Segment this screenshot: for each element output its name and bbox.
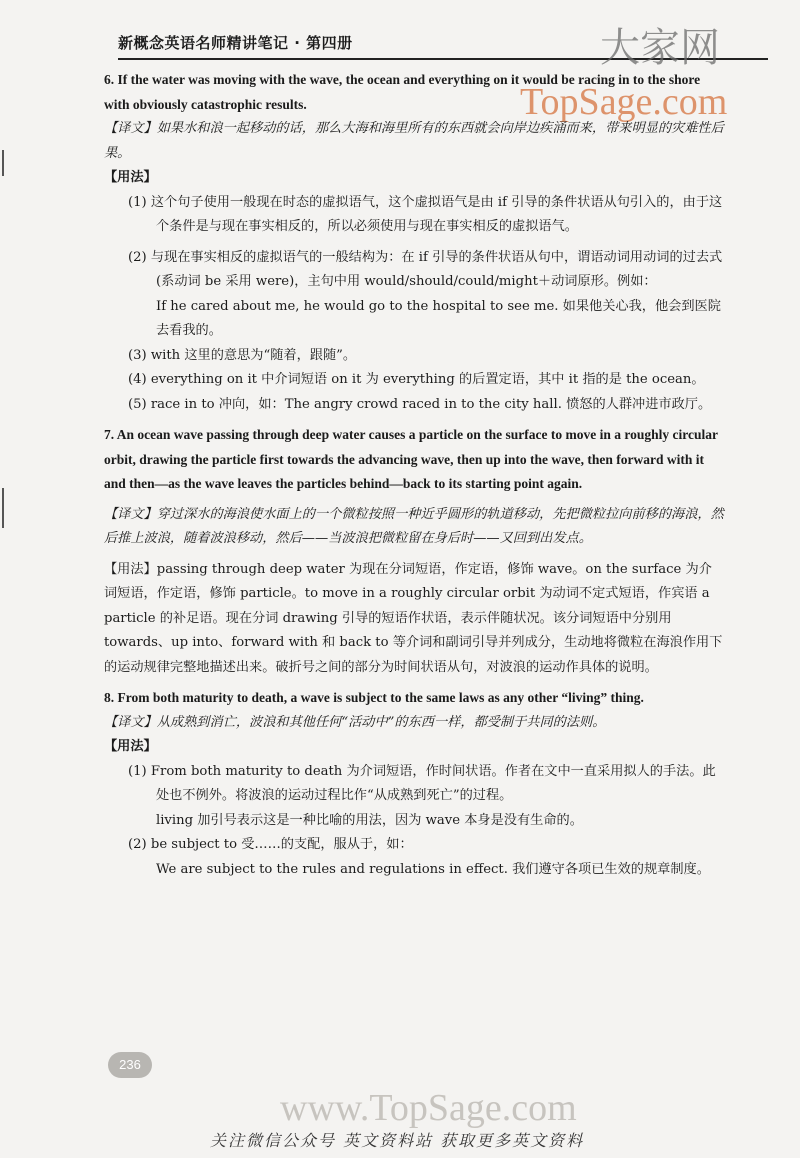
item6-point-2: (2) 与现在事实相反的虚拟语气的一般结构为：在 if 引导的条件状语从句中，谓语动词用动词的过去式(系动词 be 采用 were)，主句中用 would/should/could/might＋动词原形。例如： <box>128 249 723 289</box>
scan-mark <box>2 488 4 528</box>
book-title: 新概念英语名师精讲笔记 · 第四册 <box>118 34 353 52</box>
item8-point-1: (1) From both maturity to death 为介词短语，作时间状语。作者在文中一直采用拟人的手法。此处也不例外。将波浪的运动过程比作“从成熟到死亡”的过程。 <box>128 763 716 803</box>
item6-example: If he cared about me, he would go to the hospital to see me. 如果他关心我，他会到医院去看我的。 <box>156 298 721 338</box>
item7-sentence: 7. An ocean wave passing through deep water causes a particle on the surface to move in a roughly circular orbit, drawing the particle first towards the advancing wave, then up into the wave, then forward with it and then—as the wave leaves the particles behind—back to its starting point again. <box>104 427 718 491</box>
footer-watermark-url: www.TopSage.com <box>280 1087 577 1129</box>
scan-mark <box>2 150 4 176</box>
item7-usage: 【用法】passing through deep water 为现在分词短语，作定语，修饰 wave。on the surface 为介词短语，作定语，修饰 particle。to move in a roughly circular orbit 为动词不定式短语，作宾语 a particle 的补足语。现在分词 drawing 引导的短语作状语，表示伴随状况。该分词短语中分别用 towards、up into、forward with 和 back to 等介词和副词引导并列成分，生动地将微粒在海浪作用下的运动规律完整地描述出来。破折号之间的部分为时间状语从句，对波浪的运动作具体的说明。 <box>104 561 723 675</box>
item6-point-3: (3) with 这里的意思为“随着，跟随”。 <box>128 347 357 363</box>
item7-translation: 【译文】穿过深水的海浪使水面上的一个微粒按照一种近乎圆形的轨道移动，先把微粒拉向前移的海浪，然后推上波浪，随着波浪移动，然后——当波浪把微粒留在身后时——又回到出发点。 <box>104 506 724 546</box>
footer-note: 关注微信公众号 英文资料站 获取更多英文资料 <box>210 1131 585 1150</box>
item8-example: We are subject to the rules and regulations in effect. 我们遵守各项已生效的规章制度。 <box>156 861 710 877</box>
item8-point-2: (2) be subject to 受……的支配，服从于，如： <box>128 837 413 852</box>
watermark-logo-en: TopSage.com <box>520 81 728 123</box>
watermark-logo-cn: 大家网 <box>600 25 720 71</box>
item6-point-1: (1) 这个句子使用一般现在时态的虚拟语气，这个虚拟语气是由 if 引导的条件状语从句引入的，由于这个条件是与现在事实相反的，所以必须使用与现在事实相反的虚拟语气。 <box>128 194 723 234</box>
item8-sentence: 8. From both maturity to death, a wave is subject to the same laws as any other “living” thing. <box>104 690 644 705</box>
main-content <box>104 68 724 882</box>
item6-sentence: 6. If the water was moving with the wave, the ocean and everything on it would be racing in to the shore with obviously catastrophic results. <box>104 72 701 112</box>
item6-usage-label: 【用法】 <box>104 170 157 185</box>
item8-usage-label: 【用法】 <box>104 739 157 754</box>
item8-translation: 【译文】从成熟到消亡，波浪和其他任何“活动中”的东西一样，都受制于共同的法则。 <box>104 714 606 730</box>
item6-translation: 【译文】如果水和浪一起移动的话，那么大海和海里所有的东西就会向岸边疾涌而来，带来明显的灾难性后果。 <box>104 121 724 161</box>
item6-point-5: (5) race in to 冲向，如：The angry crowd raced in to the city hall. 愤怒的人群冲进市政厅。 <box>128 396 712 412</box>
item8-point-1-note: living 加引号表示这是一种比喻的用法，因为 wave 本身是没有生命的。 <box>156 812 583 828</box>
item6-point-4: (4) everything on it 中介词短语 on it 为 everything 的后置定语，其中 it 指的是 the ocean。 <box>128 372 705 387</box>
page-number: 236 <box>108 1052 152 1078</box>
